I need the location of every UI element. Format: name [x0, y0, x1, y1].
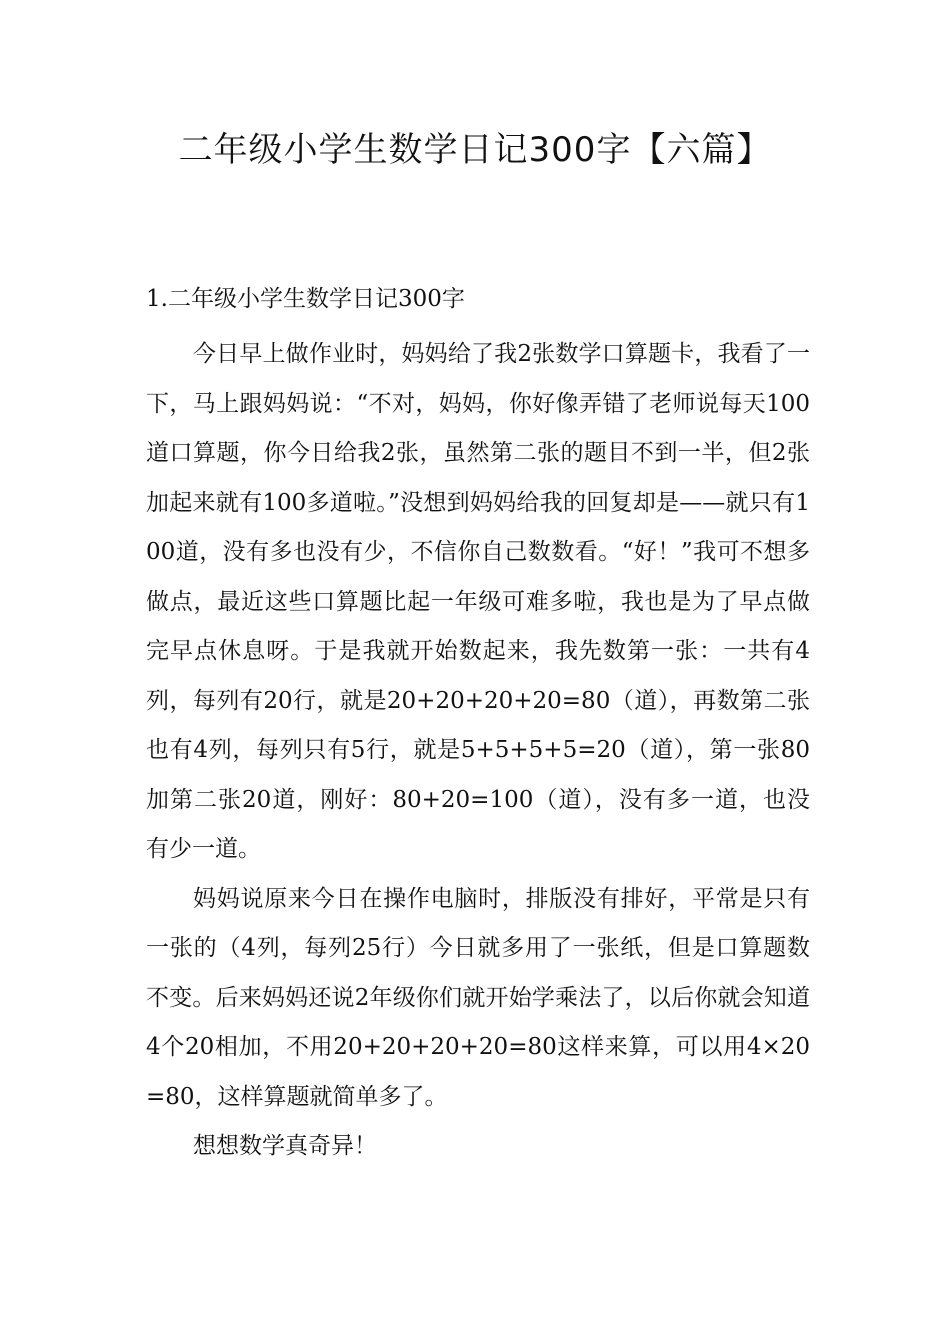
document-title: 二年级小学生数学日记300字【六篇】	[178, 130, 772, 170]
paragraph-2: 妈妈说原来今日在操作电脑时，排版没有排好，平常是只有一张的（4列，每列25行）今日就多用了一张纸，但是口算题数不变。后来妈妈还说2年级你们就开始学乘法了，以后你就会知道4个20相加，不用20+20+20+20=80这样来算，可以用4×20=80，这样算题就简单多了。	[146, 885, 810, 1110]
paragraph-3: 想想数学真奇异！	[193, 1133, 377, 1159]
section-heading: 1.二年级小学生数学日记300字	[146, 286, 465, 312]
paragraph-1: 今日早上做作业时，妈妈给了我2张数学口算题卡，我看了一下，马上跟妈妈说：“不对，妈妈，你好像弄错了老师说每天100道口算题，你今日给我2张，虽然第二张的题目不到一半，但2张加起来就有100多道啦。”没想到妈妈给我的回复却是——就只有100道，没有多也没有少，不信你自己数数看。“好！”我可不想多做点，最近这些口算题比起一年级可难多啦，我也是为了早点做完早点休息呀。于是我就开始数起来，我先数第一张：一共有4列，每列有20行，就是20+20+20+20=80（道），再数第二张也有4列，每列只有5行，就是5+5+5+5=20（道），第一张80加第二张20道，刚好：80+20=100（道），没有多一道，也没有少一道。	[146, 341, 810, 862]
section-body	[146, 330, 810, 1172]
